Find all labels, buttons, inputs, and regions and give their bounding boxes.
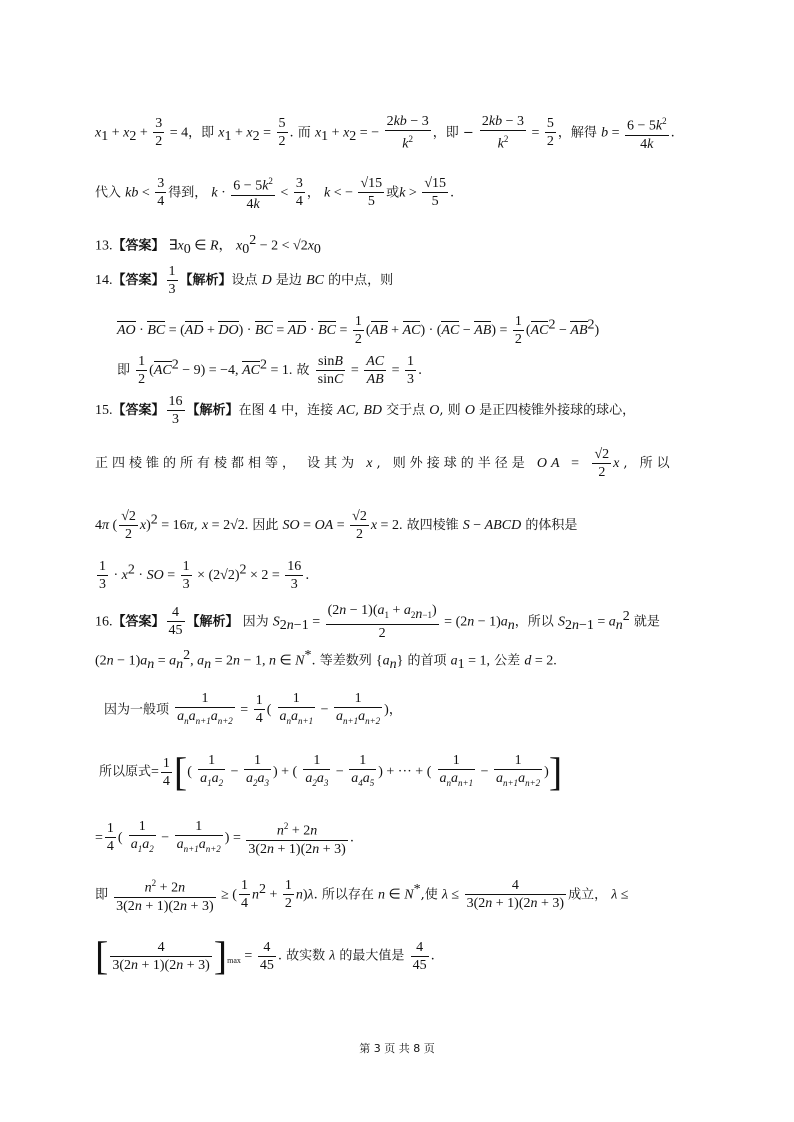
question-16-line-7: [ $\frac{4}{3(2n + 1)(2n + 3)}$ ]$_{max}$ = $\frac{4}{45}$ . 故实数 λ 的最大值是 $\frac{4}{45}$ . — [95, 933, 435, 978]
question-15-line-2: 正四棱锥的所有棱都相等， 设其为 x, 则外接球的半径是 OA = $\frac{√2}{2}$ x, 所以 — [95, 447, 674, 480]
question-14-line-2: AO · BC = (AD + DO) · BC = AD · BC = $\frac{1}{2}$ (AB + AC) · (AC − AB) = $\frac{1}{2}$ $(AC^2 - AB^2)$ — [117, 314, 600, 347]
question-15-line-3: 4π ( $\frac{√2}{2}$ x)$^2$ = 16π, x = 2√2. 因此 SO = OA = $\frac{√2}{2}$ x = 2. 故四棱锥 S − ABCD 的体积是 — [95, 509, 578, 542]
question-16-line-4: 所以原式= $\frac{1}{4}$ [( $\frac{1}{a_1a_2}$ − $\frac{1}{a_2a_3}$ ) + ( $\frac{1}{a_2a_3}$ − $\frac{1}{a_4a_5}$ ) + ··· + ( $\frac{1}{a_na_{n+1}}$ − $\frac{1}{a_{n+1}a_{n+2}}$ )] — [99, 749, 563, 794]
question-13: 13.【答案】 $\exists x_0$ ∈ R， $x_0^2 - 2 < √2x_0$ — [95, 233, 321, 257]
question-16-line-6: 即 $\frac{n^2 + 2n}{3(2n + 1)(2n + 3)}$ ≥ ( $\frac{1}{4}$ $n^2$ + $\frac{1}{2}$ n)λ. 所以存在 n ∈ N*,使 λ ≤ $\frac{4}{3(2n + 1)(2n + 3)}$ 成立， λ ≤ — [95, 875, 628, 915]
question-15-line-4: $\frac{1}{3}$ · $x^2$ · SO = $\frac{1}{3}$ × $(2√2)^2 \times 2$ = $\frac{16}{3}$ . — [99, 559, 310, 592]
question-16-line-3: 因为一般项 $\frac{1}{a_na_{n+1}a_{n+2}}$ = $\frac{1}{4}$ ( $\frac{1}{a_na_{n+1}}$ − $\frac{1}{a_{n+1}a_{n+2}}$ )， — [104, 691, 402, 727]
question-15-line-1: 15.【答案】 $\frac{16}{3}$ 【解析】在图 4 中，连接 AC, BD 交于点 O, 则 O 是正四棱锥外接球的球心， — [95, 394, 636, 427]
question-14-line-3: 即 $\frac{1}{2}$ $(AC^2 - 9) = -4$, $AC^2 = 1$. 故 $\frac{\sin B}{\sin C}$ = $\frac{AC}{AB}$ = $\frac{1}{3}$ . — [117, 354, 423, 387]
question-16-line-1: 16.【答案】 $\frac{4}{45}$ 【解析】 因为 $S_{2n-1}$ = $\frac{(2n - 1)(a_1 + a_{2n-1})}{2}$ = $(2n - 1)a_n$，所以 $S_{2n-1} = a_n^2$ 就是 — [95, 603, 660, 641]
derivation-line-1: $x_1 + x_2$ + $\frac{3}{2}$ = 4，即 $x_1 + x_2$ = $\frac{5}{2}$ . 而 $x_1 + x_2$ = − $\frac{2kb - 3}{k^2}$ ，即 − $\frac{2kb - 3}{k^2}$ = $\frac{5}{2}$ ，解得 b = $\frac{6 - 5k^2}{4k}$ . — [95, 114, 675, 152]
derivation-line-2: 代入 kb < $\frac{3}{4}$ 得到， k · $\frac{6 - 5k^2}{4k}$ < $\frac{3}{4}$ ， k < − $\frac{√15}{5}$ 或k > $\frac{√15}{5}$ . — [95, 173, 454, 213]
question-14-header: 14.【答案】 $\frac{1}{3}$ 【解析】设点 D 是边 BC 的中点，则 — [95, 264, 394, 297]
page-footer: 第 3 页 共 8 页 — [359, 1042, 435, 1055]
question-16-line-5: = $\frac{1}{4}$ ( $\frac{1}{a_1a_2}$ − $\frac{1}{a_{n+1}a_{n+2}}$ ) = $\frac{n^2 + 2n}{3(2n + 1)(2n + 3)}$ . — [95, 819, 354, 857]
question-16-line-2: $(2n - 1)a_n = a_n^2$, $a_n = 2n - 1$, n ∈ N*. 等差数列 $\{a_n\}$ 的首项 $a_1 = 1$, 公差 d = 2. — [95, 648, 557, 672]
